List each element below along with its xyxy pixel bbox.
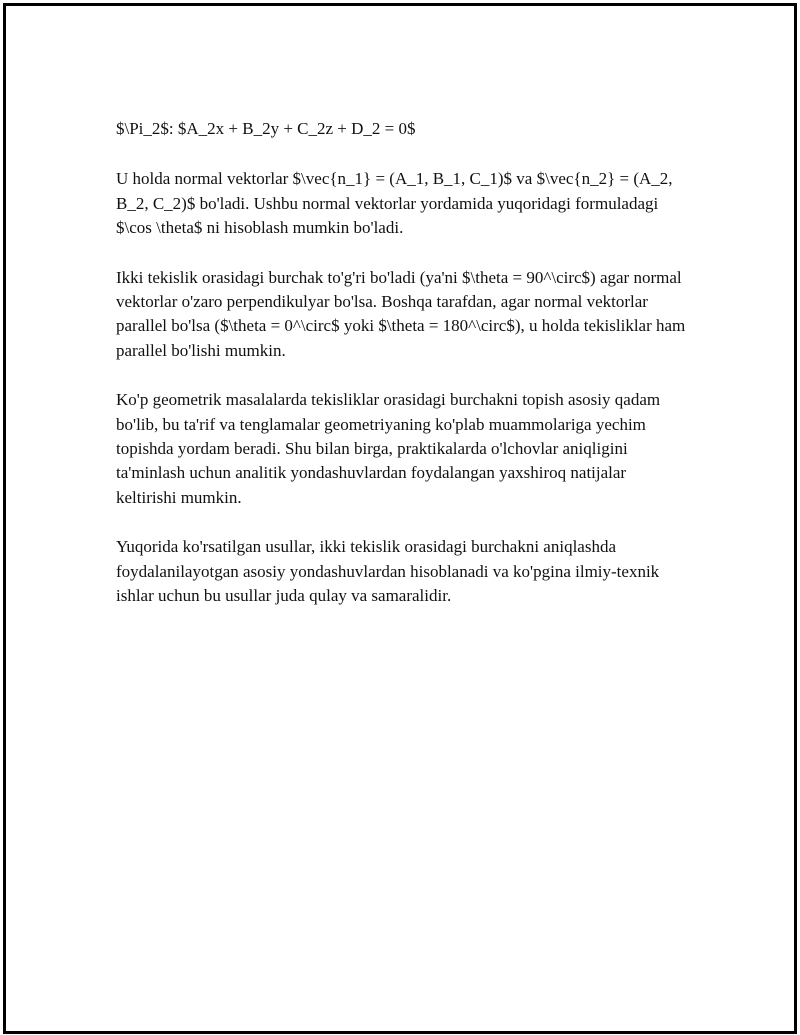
equation-plane-2: $\Pi_2$: $A_2x + B_2y + C_2z + D_2 = 0$ [116, 119, 416, 138]
paragraph-normal-vectors: U holda normal vektorlar $\vec{n_1} = (A_1, B_1, C_1)$ va $\vec{n_2} = (A_2, B_2, C_2)$ bo'ladi. Ushbu normal vektorlar yordamida yuqoridagi formuladagi $\cos \theta$ ni hisoblash mumkin bo'ladi. [116, 169, 673, 238]
document-body [116, 117, 686, 634]
paragraph-perpendicular-parallel: Ikki tekislik orasidagi burchak to'g'ri bo'ladi (ya'ni $\theta = 90^\circ$) agar normal vektorlar o'zaro perpendikulyar bo'lsa. Boshqa tarafdan, agar normal vektorlar parallel bo'lsa ($\theta = 0^\circ$ yoki $\theta = 180^\circ$), u holda tekisliklar ham parallel bo'lishi mumkin. [116, 267, 686, 360]
paragraph-conclusion: Yuqorida ko'rsatilgan usullar, ikki tekislik orasidagi burchakni aniqlashda foydalanilayotgan asosiy yondashuvlardan hisoblanadi va ko'pgina ilmiy-texnik ishlar uchun bu usullar juda qulay va samaralidir. [116, 537, 660, 606]
paragraph-geometric-problems: Ko'p geometrik masalalarda tekisliklar orasidagi burchakni topish asosiy qadam bo'lib, bu ta'rif va tenglamalar geometriyaning ko'plab muammolariga yechim topishda yordam beradi. Shu bilan birga, praktikalarda o'lchovlar aniqligini ta'minlash uchun analitik yondashuvlardan foydalangan yaxshiroq natijalar keltirishi mumkin. [116, 390, 661, 507]
